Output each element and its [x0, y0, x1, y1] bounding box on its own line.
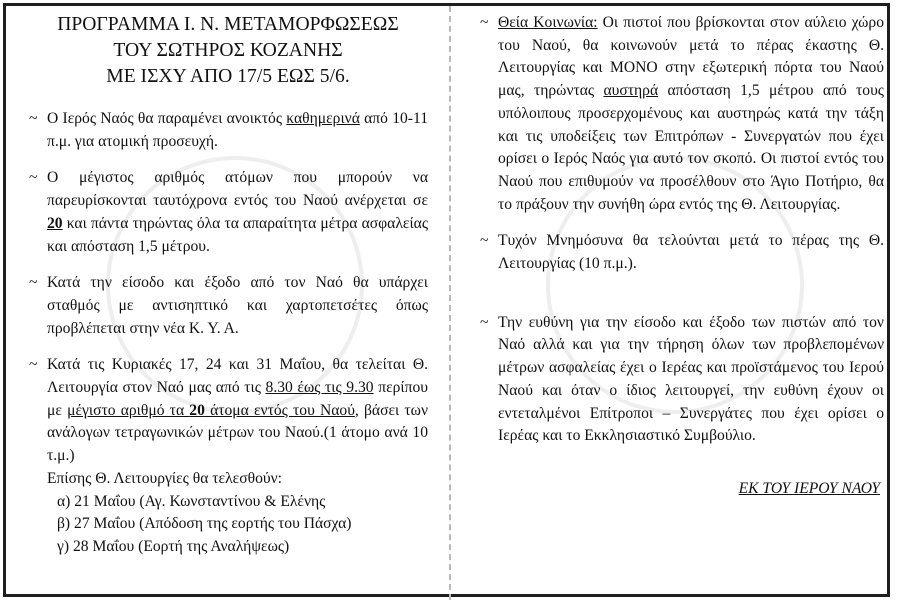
notice-max-attendance: ~ Ο μέγιστος αριθμός ατόμων που μπορούν να παρευρίσκονται ταυτόχρονα εντός του Ναού ανέρχεται σε 20 και πάντα τηρώντας όλα τα απαραίτητα μέτρα ασφαλείας και απόσταση 1,5 μέτρου. [29, 169, 428, 255]
page-divider [449, 6, 451, 600]
notice-sunday-liturgy: ~ Κατά τις Κυριακές 17, 24 και 31 Μαΐου, θα τελείται Θ. Λειτουργία στον Ναό μας από τις 8.30 έως τις 9.30 περίπου με μέγιστο αριθμό τα 20 άτομα εντός του Ναού, βάσει των ανάλογων τετραγωνικών μέτρων του Ναού.(1 άτομο ανά 10 τ.μ.) Επίσης Θ. Λειτουργίες θα τελεσθούν: α) 21 Μαΐου (Αγ. Κωνσταντίνου & Ελένης β) 27 Μαΐου (Απόδοση της εορτής του Πάσχα) γ) 28 Μαΐου (Εορτή της Αναλήψεως) [28, 354, 428, 558]
bullet-tilde: ~ [29, 274, 38, 292]
document-title [28, 12, 428, 90]
bullet-tilde: ~ [29, 169, 38, 187]
signature: ΕΚ ΤΟΥ ΙΕΡΟΥ ΝΑΟΥ [738, 479, 880, 497]
bullet-tilde: ~ [480, 14, 489, 31]
notice-open-hours: ~ Ο Ιερός Ναός θα παραμένει ανοικτός καθημερινά από 10-11 π.μ. για ατομική προσευχή. [29, 110, 428, 150]
notice-memorials: ~ Τυχόν Μνημόσυνα θα τελούνται μετά το πέρας της Θ. Λειτουργίας (10 π.μ.). [480, 232, 884, 273]
title-line-2: ΤΟΥ ΣΩΤΗΡΟΣ ΚΟΖΑΝΗΣ [113, 40, 343, 61]
notice-holy-communion: ~ Θεία Κοινωνία: Οι πιστοί που βρίσκονται στον αύλειο χώρο του Ναού, θα κοινωνούν μετά το πέρας έκαστης Θ. Λειτουργίας και ΜΟΝΟ στην εξωτερική πόρτα του Ναού μας, τηρώντας αυστηρά απόσταση 1,5 μέτρου από τους υπόλοιπους προσερχομένους και αυστηρώς κατά την τάξη και τις υποδείξεις των Επιτρόπων - Συνεργατών που έχει ορίσει ο Ιερός Ναός για αυτό τον σκοπό. Οι πιστοί εντός του Ναού που επιθυμούν να προσέλθουν στο Άγιο Ποτήριο, θα το πράξουν την συνήθη ώρα εντός της Θ. Λειτουργίας. [480, 14, 884, 213]
right-column [479, 12, 884, 501]
notice-responsibility: ~ Την ευθύνη για την είσοδο και έξοδο των πιστών από τον Ναό αλλά και για την τήρηση όλων των προβλεπομένων μέτρων ασφαλείας έχει ο Ιερέας και προϊστάμενος του Ιερού Ναού και όταν ο ίδιος λειτουργεί, την ευθύνη έχουν οι εντεταλμένοι Επίτροποι – Συνεργάτες που έχει ορίσει ο Ιερέας και το Εκκλησιαστικό Συμβούλιο. [480, 313, 884, 445]
bullet-tilde: ~ [29, 356, 38, 374]
bullet-tilde: ~ [480, 313, 489, 331]
document-frame [3, 3, 890, 597]
title-line-3: ΜΕ ΙΣΧΥ ΑΠΟ 17/5 ΕΩΣ 5/6. [106, 66, 350, 87]
liturgy-date-b: β) 27 Μαΐου (Απόδοση της εορτής του Πάσχα) [57, 515, 352, 533]
additional-liturgies-heading: Επίσης Θ. Λειτουργίες θα τελεσθούν: [47, 469, 282, 487]
title-line-1: ΠΡΟΓΡΑΜΜΑ Ι. Ν. ΜΕΤΑΜΟΡΦΩΣΕΩΣ [57, 14, 399, 35]
bullet-tilde: ~ [480, 232, 489, 250]
liturgy-date-c: γ) 28 Μαΐου (Εορτή της Αναλήψεως) [57, 537, 290, 555]
left-column [28, 12, 428, 573]
bullet-tilde: ~ [29, 110, 38, 127]
liturgy-date-a: α) 21 Μαΐου (Αγ. Κωνσταντίνου & Ελένης [57, 492, 326, 510]
notice-sanitizer: ~ Κατά την είσοδο και έξοδο από τον Ναό θα υπάρχει σταθμός με αντισηπτικό και χαρτοπετσέτες όπως προβλέπεται στην νέα Κ. Υ. Α. [29, 274, 428, 337]
